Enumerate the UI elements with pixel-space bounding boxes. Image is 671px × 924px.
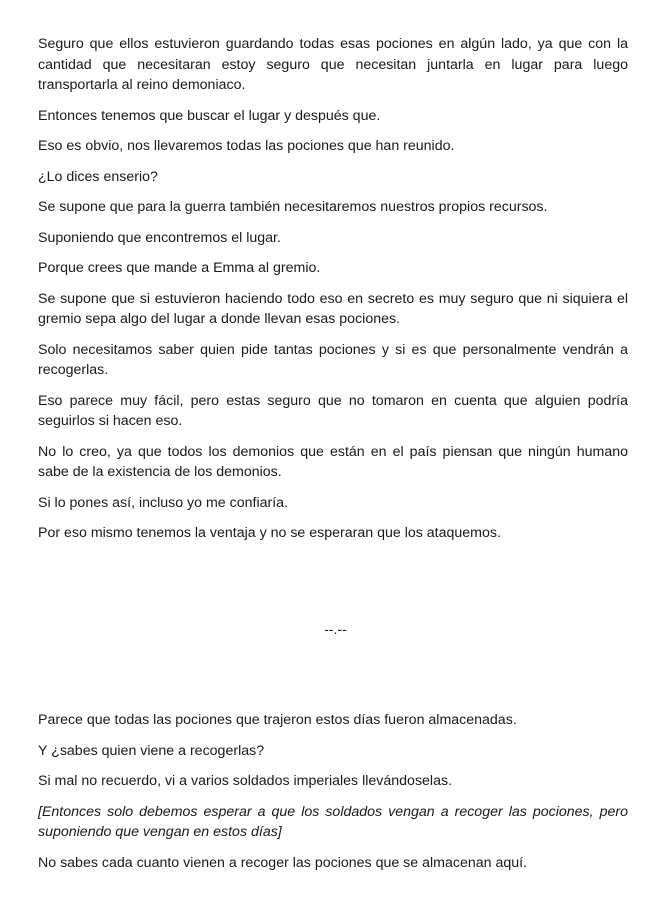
paragraph: Y ¿sabes quien viene a recogerlas?: [38, 742, 265, 759]
paragraph: ¿Lo dices enserio?: [38, 168, 158, 185]
italic-paragraph: [Entonces solo debemos esperar a que los soldados vengan a recoger las pociones, pero suponiendo que vengan en estos días]: [38, 803, 628, 840]
document-section-1: [38, 34, 628, 554]
paragraph: Si mal no recuerdo, vi a varios soldados imperiales llevándoselas.: [38, 773, 453, 789]
paragraph: Se supone que para la guerra también necesitaremos nuestros propios recursos.: [38, 199, 548, 215]
paragraph: Por eso mismo tenemos la ventaja y no se esperaran que los ataquemos.: [38, 525, 501, 541]
paragraph: Si lo pones así, incluso yo me confiaría.: [38, 494, 288, 511]
scene-divider: --.--: [324, 621, 347, 637]
paragraph: Porque crees que mande a Emma al gremio.: [38, 260, 321, 276]
paragraph: No sabes cada cuanto vienen a recoger las pociones que se almacenan aquí.: [38, 854, 528, 871]
paragraph: No lo creo, ya que todos los demonios que están en el país piensan que ningún humano sabe de la existencia de los demonios.: [38, 443, 628, 480]
paragraph: Solo necesitamos saber quien pide tantas pociones y si es que personalmente vendrán a recogerlas.: [38, 341, 628, 378]
paragraph: Eso es obvio, nos llevaremos todas las pociones que han reunido.: [38, 138, 455, 154]
paragraph: Suponiendo que encontremos el lugar.: [38, 229, 281, 246]
paragraph: Seguro que ellos estuvieron guardando todas esas pociones en algún lado, ya que con la cantidad que necesitaran estoy seguro que necesitan juntarla en lugar para luego transportarla al reino demoniaco.: [38, 36, 628, 93]
document-section-2: [38, 710, 628, 883]
paragraph: Parece que todas las pociones que trajeron estos días fueron almacenadas.: [38, 712, 517, 728]
paragraph: Eso parece muy fácil, pero estas seguro que no tomaron en cuenta que alguien podría seguirlos si hacen eso.: [38, 392, 628, 429]
paragraph: Entonces tenemos que buscar el lugar y después que.: [38, 107, 381, 124]
paragraph: Se supone que si estuvieron haciendo todo eso en secreto es muy seguro que ni siquiera el gremio sepa algo del lugar a donde llevan esas pociones.: [38, 290, 628, 327]
